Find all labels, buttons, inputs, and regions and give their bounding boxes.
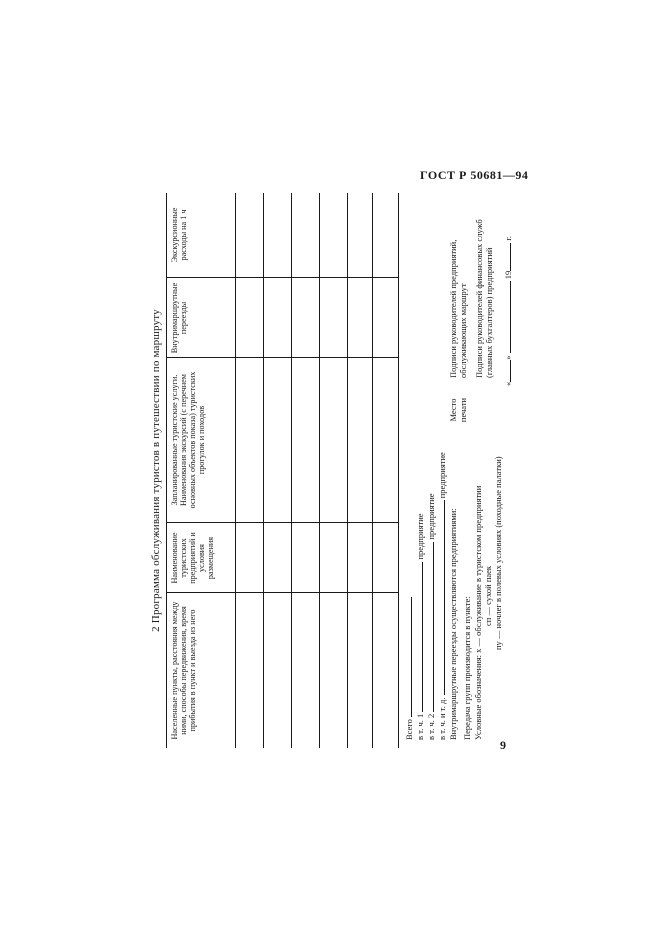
total-line-2-enterprise: предприятие (426, 493, 436, 540)
table-row-line (347, 193, 348, 748)
total-line-1-blank (414, 562, 423, 712)
date-month-blank (502, 281, 511, 353)
column-divider (166, 592, 398, 593)
total-line-3-prefix: в т. ч. и т. д. (437, 697, 447, 740)
total-line-3 (436, 452, 448, 740)
table-row-line (263, 193, 264, 748)
total-line-2-blank (425, 542, 434, 712)
total-line (403, 597, 415, 740)
legend-item-3: пу — ночлег в полевых условиях (походные палатки) (493, 456, 503, 650)
table-row-line (319, 193, 320, 748)
handover-line: Передача групп производится в пункте: (462, 596, 472, 740)
legend-label: Условные обозначения: (473, 654, 483, 740)
legend-item-2: сп — сухой паек (483, 565, 493, 626)
transfers-line: Внутримаршрутные переезды осуществляются предприятиями: (448, 508, 458, 740)
total-line-1 (414, 513, 426, 740)
rotated-page-content (150, 193, 513, 748)
signature-accountants: Подписи руководителей финансовых служб (главных бухгалтеров) предприятий (474, 219, 494, 378)
column-header-enterprises: Наименование туристских предприятий и условия размещения (170, 532, 216, 584)
column-divider (166, 277, 398, 278)
date-year-prefix: 19 (503, 270, 513, 280)
table-bottom-border (398, 193, 399, 748)
date-close-quote: » (503, 355, 513, 360)
page-number: 9 (500, 738, 506, 752)
total-blank (403, 597, 412, 717)
column-header-settlements: Населенные пункты, расстояния между ними, способы передвижения, время прибытия в пункт и выезда из него (170, 601, 198, 740)
column-divider (166, 522, 398, 523)
legend-item-1: х — обслуживание в туристском предприятии (473, 485, 483, 653)
total-label: Всего (404, 719, 414, 740)
date-year-suffix: г. (503, 235, 513, 241)
total-line-2 (425, 493, 437, 740)
total-line-1-enterprise: предприятие (415, 513, 425, 560)
total-line-3-enterprise: предприятие (437, 452, 447, 499)
column-header-services: Запланированные туристские услуги. Наименования экскурсий (с перечнем основных объектов показа) туристских прогулок и походов (170, 371, 207, 509)
signature-managers: Подписи руководителей предприятий, обслуживающих маршрут (448, 239, 468, 378)
table-row-line (291, 193, 292, 748)
section-title: 2 Программа обслуживания туристов в путешествии по маршруту (150, 309, 162, 632)
date-day-blank (502, 360, 511, 382)
date-year-blank (502, 243, 511, 271)
table-row-line (372, 193, 373, 748)
total-line-3-blank (436, 500, 445, 695)
stamp-place: Место печати (448, 397, 468, 423)
date-line (502, 236, 514, 386)
total-line-2-prefix: в т. ч. 2 (426, 713, 436, 740)
column-divider (166, 357, 398, 358)
document-code: ГОСТ Р 50681—94 (420, 168, 529, 182)
date-open-quote: « (503, 381, 513, 386)
column-header-expenses: Экскурсионные расходы на 1 ч (170, 207, 189, 263)
column-header-transfers: Внутримаршрутные переезды (170, 282, 189, 354)
total-line-1-prefix: в т. ч. 1 (415, 713, 425, 740)
